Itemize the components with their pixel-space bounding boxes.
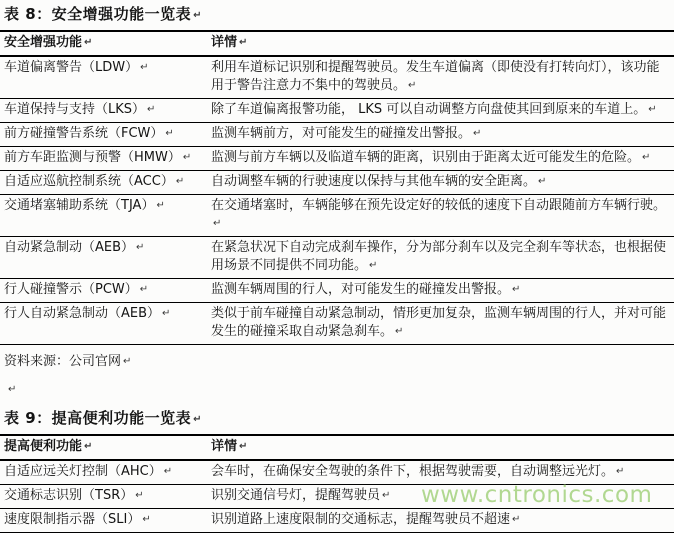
pilcrow-mark: ↵: [142, 514, 151, 525]
feature-name: 行人碰撞警示（PCW）: [4, 282, 138, 297]
pilcrow-mark: ↵: [139, 284, 149, 295]
pilcrow-mark: ↵: [395, 326, 404, 337]
pilcrow-mark: ↵: [538, 176, 547, 187]
table8: [0, 30, 674, 345]
pilcrow-mark: ↵: [8, 384, 17, 395]
table8-title: [0, 2, 674, 30]
detail-cell: [207, 237, 674, 279]
feature-name-cell: [0, 460, 207, 485]
source-line: [0, 345, 674, 372]
pilcrow-mark: ↵: [123, 356, 132, 367]
detail-cell: [207, 171, 674, 195]
detail-text: 类似于前车碰撞自动紧急制动，情形更加复杂，监测车辆周围的行人，并对可能发生的碰撞采取自动紧急刹车。: [211, 306, 667, 339]
table-row: [0, 509, 674, 533]
feature-name: 速度限制指示器（SLI）: [4, 512, 141, 527]
table-row: [0, 99, 674, 123]
pilcrow-mark: ↵: [84, 37, 93, 48]
table9-header-feature: [0, 435, 207, 460]
detail-cell: [207, 485, 674, 509]
pilcrow-mark: ↵: [140, 62, 149, 73]
detail-text: 自动调整车辆的行驶速度以保持与其他车辆的安全距离。: [211, 174, 537, 189]
table8-header-feature: [0, 31, 207, 56]
detail-text: 除了车道偏离报警功能， LKS 可以自动调整方向盘使其回到原来的车道上。: [211, 102, 647, 117]
detail-text: 识别道路上速度限制的交通标志，提醒驾驶员不超速: [211, 512, 511, 527]
pilcrow-mark: ↵: [135, 490, 144, 501]
detail-text: 识别交通信号灯，提醒驾驶员: [211, 488, 381, 503]
detail-text: 在紧急状况下自动完成刹车操作，分为部分刹车以及完全刹车等状态，也根据使用场景不同提供不同功能。: [211, 240, 667, 273]
pilcrow-mark: ↵: [162, 308, 171, 319]
table-row: [0, 303, 674, 345]
pilcrow-mark: ↵: [473, 128, 482, 139]
detail-cell: [207, 56, 674, 99]
detail-text: 在交通堵塞时，车辆能够在预先设定好的较低的速度下自动跟随前方车辆行驶。: [211, 198, 667, 213]
pilcrow-mark: ↵: [642, 152, 651, 163]
feature-name-cell: [0, 171, 207, 195]
feature-name-cell: [0, 56, 207, 99]
table9: [0, 434, 674, 533]
pilcrow-mark: ↵: [369, 260, 378, 271]
pilcrow-mark: ↵: [239, 37, 248, 48]
pilcrow-mark: ↵: [512, 284, 521, 295]
table9-header-detail: [207, 435, 674, 460]
detail-text: 监测与前方车辆以及临道车辆的距离，识别由于距离太近可能发生的危险。: [211, 150, 641, 165]
detail-cell: [207, 147, 674, 171]
feature-name: 前方车距监测与预警（HMW）: [4, 150, 181, 165]
pilcrow-mark: ↵: [648, 104, 657, 115]
pilcrow-mark: ↵: [84, 441, 93, 452]
detail-cell: [207, 195, 674, 237]
header-label: 详情: [211, 439, 238, 454]
header-label: 提高便利功能: [4, 439, 83, 454]
pilcrow-mark: ↵: [156, 200, 165, 211]
detail-cell: [207, 123, 674, 147]
feature-name-cell: [0, 195, 207, 237]
pilcrow-mark: ↵: [213, 218, 222, 229]
pilcrow-mark: ↵: [408, 80, 417, 91]
feature-name: 行人自动紧急制动（AEB）: [4, 306, 161, 321]
feature-name-cell: [0, 279, 207, 303]
table-row: [0, 147, 674, 171]
feature-name: 车道偏离警告（LDW）: [4, 60, 139, 75]
source-text: 资料来源：公司官网: [4, 354, 122, 369]
detail-text: 监测车辆前方，对可能发生的碰撞发出警报。: [211, 126, 472, 141]
feature-name-cell: [0, 237, 207, 279]
feature-name: 自适应巡航控制系统（ACC）: [4, 174, 174, 189]
table-row: [0, 195, 674, 237]
detail-text: 监测车辆周围的行人，对可能发生的碰撞发出警报。: [211, 282, 511, 297]
pilcrow-mark: ↵: [193, 414, 203, 425]
pilcrow-mark: ↵: [512, 514, 521, 525]
feature-name-cell: [0, 509, 207, 533]
table-row: [0, 123, 674, 147]
feature-name-cell: [0, 147, 207, 171]
table-row: [0, 56, 674, 99]
pilcrow-mark: ↵: [147, 104, 156, 115]
pilcrow-mark: ↵: [239, 441, 248, 452]
table8-header-detail: [207, 31, 674, 56]
feature-name-cell: [0, 485, 207, 509]
watermark: www.cntronics.com: [421, 482, 653, 508]
feature-name: 车道保持与支持（LKS）: [4, 102, 146, 117]
detail-cell: [207, 99, 674, 123]
empty-paragraph: [0, 372, 674, 400]
detail-text: 会车时，在确保安全驾驶的条件下，根据驾驶需要，自动调整远光灯。: [211, 464, 615, 479]
header-label: 详情: [211, 35, 238, 50]
pilcrow-mark: ↵: [616, 466, 625, 477]
table8-header-row: [0, 31, 674, 56]
feature-name-cell: [0, 303, 207, 345]
table-row: [0, 279, 674, 303]
table9-header-row: [0, 435, 674, 460]
detail-cell: [207, 460, 674, 485]
detail-cell: [207, 279, 674, 303]
detail-cell: [207, 303, 674, 345]
detail-text: 利用车道标记识别和提醒驾驶员。发生车道偏离（即使没有打转向灯），该功能用于警告注意力不集中的驾驶员。: [211, 60, 660, 93]
table9-title-text: 表 9：提高便利功能一览表: [4, 409, 192, 427]
pilcrow-mark: ↵: [382, 490, 391, 501]
detail-cell: [207, 509, 674, 533]
feature-name: 交通标志识别（TSR）: [4, 488, 134, 503]
table-row: [0, 460, 674, 485]
table-row: [0, 485, 674, 509]
feature-name-cell: [0, 99, 207, 123]
feature-name: 前方碰撞警告系统（FCW）: [4, 126, 164, 141]
table-row: [0, 237, 674, 279]
feature-name-cell: [0, 123, 207, 147]
pilcrow-mark: ↵: [165, 128, 174, 139]
table9-title: [0, 406, 674, 434]
feature-name: 自动紧急制动（AEB）: [4, 240, 135, 255]
pilcrow-mark: ↵: [163, 466, 173, 477]
feature-name: 自适应远关灯控制（AHC）: [4, 464, 162, 479]
pilcrow-mark: ↵: [136, 242, 145, 253]
table8-title-text: 表 8：安全增强功能一览表: [4, 5, 192, 23]
pilcrow-mark: ↵: [182, 152, 192, 163]
header-label: 安全增强功能: [4, 35, 83, 50]
table-row: [0, 171, 674, 195]
pilcrow-mark: ↵: [193, 10, 203, 21]
pilcrow-mark: ↵: [175, 176, 185, 187]
feature-name: 交通堵塞辅助系统（TJA）: [4, 198, 155, 213]
